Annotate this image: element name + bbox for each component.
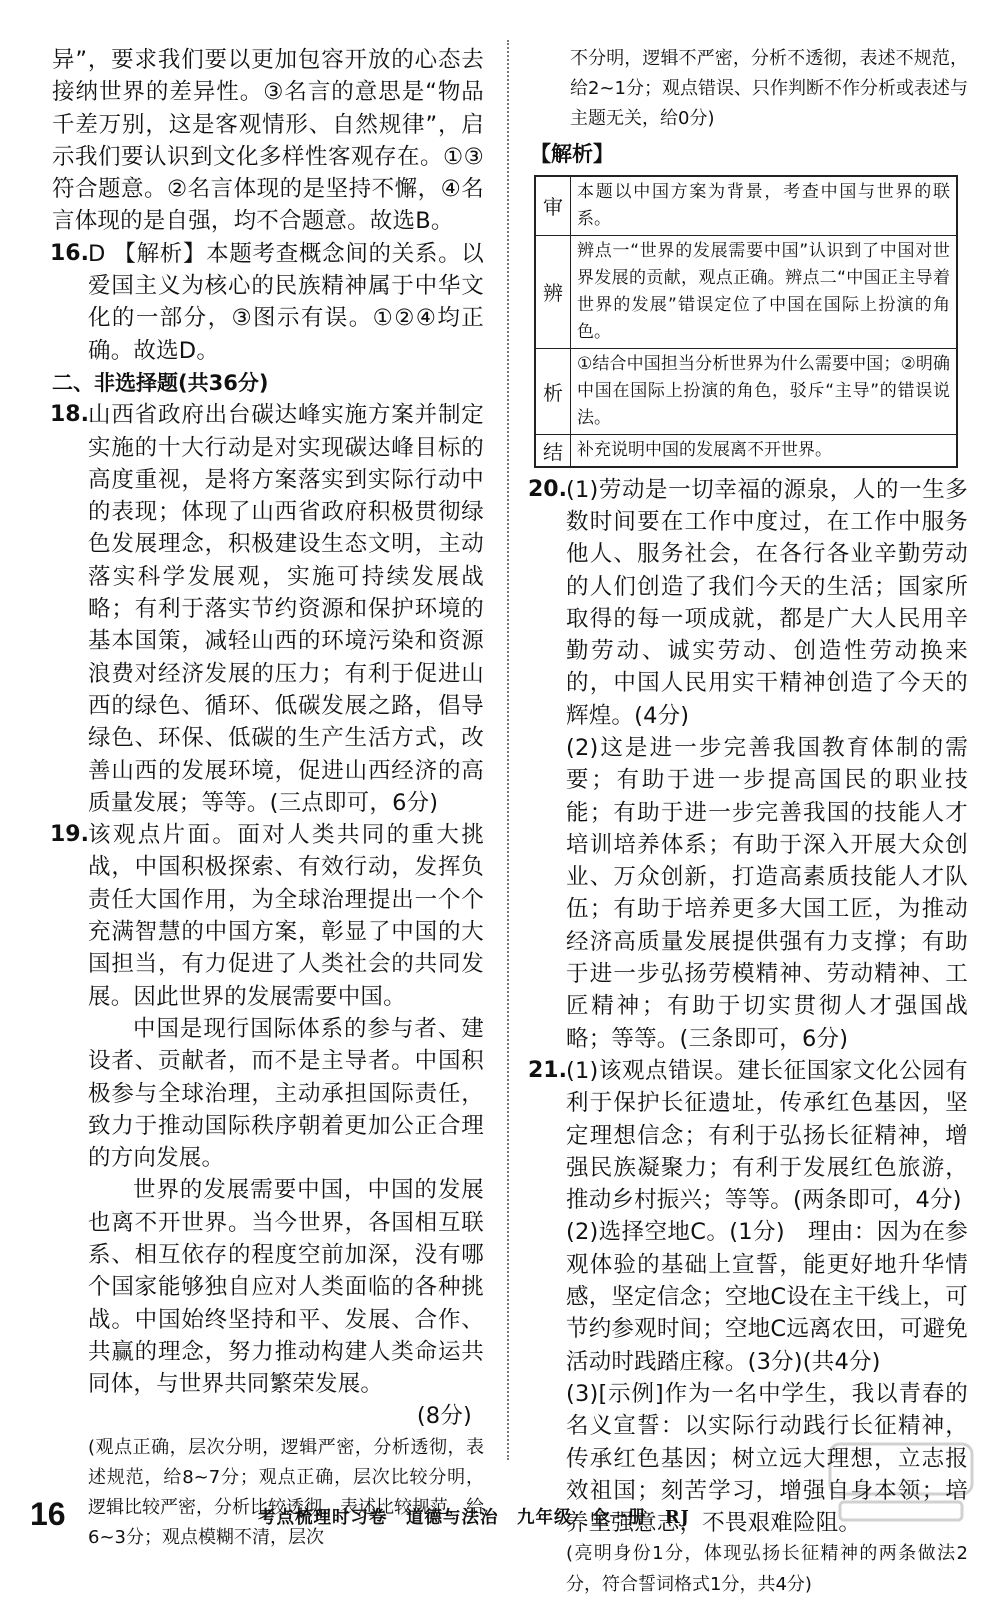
q19-rubric-continued: 不分明，逻辑不严密，分析不透彻，表述不规范，给2~1分；观点错误、只作判断不作分析或表述与主题无关，给0分)	[570, 48, 968, 130]
q19-paragraph-3: 世界的发展需要中国，中国的发展也离不开世界。当今世界，各国相互联系、相互依存的程度空前加深，没有哪个国家能够独自应对人类面临的各种挑战。中国始终坚持和平、发展、合作、共赢的理念，努力推动构建人类命运共同体，与世界共同繁荣发展。	[88, 1177, 484, 1398]
q18-number: 18.	[50, 402, 89, 428]
analysis-row-text: ①结合中国担当分析世界为什么需要中国；②明确中国在国际上扮演的角色，驳斥“主导”的错误说法。	[571, 348, 958, 434]
analysis-row	[535, 434, 957, 467]
q20-number: 20.	[528, 476, 567, 502]
q19-paragraph-1: 该观点片面。面对人类共同的重大挑战，中国积极探索、有效行动，发挥负责任大国作用，为全球治理提出一个个充满智慧的中国方案，彰显了中国的大国担当，有力促进了人类社会的共同发展。因此世界的发展需要中国。	[88, 822, 484, 1010]
q21-part-1: (1)该观点错误。建长征国家文化公园有利于保护长征遗址，传承红色基因，坚定理想信念；有利于弘扬长征精神，增强民族凝聚力；有利于发展红色旅游，推动乡村振兴；等等。(两条即可，4分)	[566, 1057, 968, 1214]
right-column	[530, 44, 968, 1600]
page-number: 16	[30, 1496, 66, 1532]
q20-part-1: (1)劳动是一切幸福的源泉，人的一生多数时间要在工作中度过，在工作中服务他人、服务社会，在各行各业辛勤劳动的人们创造了我们今天的生活；国家所取得的每一项成就，都是广大人民用辛勤劳动、诚实劳动、创造性劳动换来的，中国人民用实干精神创造了今天的辉煌。(4分)	[566, 476, 968, 729]
q21-rubric: (亮明身份1分，体现弘扬长征精神的两条做法2分，符合誓词格式1分，共4分)	[566, 1543, 968, 1595]
analysis-row-key: 审	[535, 176, 571, 236]
q19-answer	[52, 819, 484, 1553]
section-heading: 二、非选择题(共36分)	[52, 370, 269, 395]
analysis-row	[535, 176, 957, 236]
analysis-row-text: 本题以中国方案为背景，考查中国与世界的联系。	[571, 176, 958, 236]
q16-text: D 【解析】本题考查概念间的关系。以爱国主义为核心的民族精神属于中华文化的一部分，③图示有误。①②④均正确。故选D。	[88, 240, 484, 364]
q18-answer	[52, 399, 484, 819]
q19-rubric: (观点正确，层次分明，逻辑严密，分析透彻，表述规范，给8~7分；观点正确，层次比较分明，逻辑比较严密，分析比较透彻，表述比较规范，给6~3分；观点模糊不清，层次	[88, 1436, 484, 1549]
analysis-row-text: 辨点一“世界的发展需要中国”认识到了中国对世界发展的贡献，观点正确。辨点二“中国正主导着世界的发展”错误定位了中国在国际上扮演的角色。	[571, 235, 958, 348]
q20-part-2: (2)这是进一步完善我国教育体制的需要；有助于进一步提高国民的职业技能；有助于进一步完善我国的技能人才培训培养体系；有助于深入开展大众创业、万众创新，打造高素质技能人才队伍；有助于培养更多大国工匠，为推动经济高质量发展提供强有力支撑；有助于进一步弘扬劳模精神、劳动精神、工匠精神；有助于切实贯彻人才强国战略；等等。(三条即可，6分)	[566, 734, 968, 1052]
analysis-row-text: 补充说明中国的发展离不开世界。	[571, 434, 958, 467]
analysis-row-key: 析	[535, 348, 571, 434]
q15-answer-tail: 异”，要求我们要以更加包容开放的心态去接纳世界的差异性。③名言的意思是“物品千差万别，这是客观情形、自然规律”，启示我们要认识到文化多样性客观存在。①③符合题意。②名言体现的是坚持不懈，④名言体现的是自强，均不合题意。故选B。	[52, 47, 484, 235]
q19-paragraph-2: 中国是现行国际体系的参与者、建设者、贡献者，而不是主导者。中国积极参与全球治理，主动承担国际责任，致力于推动国际秩序朝着更加公正合理的方向发展。	[88, 1015, 484, 1172]
left-column	[52, 44, 484, 1554]
q21-part-2: (2)选择空地C。(1分) 理由：因为在参观体验的基础上宣誓，能更好地升华情感，坚定信念；空地C设在主干线上，可节约参观时间；空地C远离农田，可避免活动时践踏庄稼。(3分)(共4分)	[566, 1219, 968, 1375]
q16-answer	[52, 238, 484, 367]
analysis-label: 【解析】	[530, 141, 614, 166]
analysis-row	[535, 348, 957, 434]
footer-text: 考点梳理时习卷 道德与法治 九年级 全一册 RJ	[258, 1508, 690, 1528]
q18-text: 山西省政府出台碳达峰实施方案并制定实施的十大行动是对实现碳达峰目标的高度重视，是将方案落实到实际行动中的表现；体现了山西省政府积极贯彻绿色发展理念，积极建设生态文明，主动落实科学发展观，实施可持续发展战略；有利于落实节约资源和保护环境的基本国策，减轻山西的环境污染和资源浪费对经济发展的压力；有利于促进山西的绿色、循环、低碳发展之路，倡导绿色、环保、低碳的生产生活方式，改善山西的发展环境，促进山西经济的高质量发展；等等。(三点即可，6分)	[88, 402, 484, 816]
page-footer	[0, 1496, 1000, 1536]
q20-answer	[530, 474, 968, 1055]
q21-part-3: (3)[示例]作为一名中学生，我以青春的名义宣誓：以实际行动践行长征精神，传承红色基因；树立远大理想，立志报效祖国；刻苦学习，增强自身本领；培养坚强意志，不畏艰难险阻。	[566, 1380, 968, 1537]
column-separator	[507, 40, 509, 1460]
analysis-row-key: 辨	[535, 235, 571, 348]
q19-number: 19.	[50, 822, 89, 848]
q19-score: (8分)	[416, 1403, 472, 1430]
q21-number: 21.	[528, 1057, 567, 1083]
analysis-table	[534, 175, 958, 468]
analysis-row-key: 结	[535, 434, 571, 467]
analysis-row	[535, 235, 957, 348]
q16-number: 16.	[50, 240, 89, 266]
